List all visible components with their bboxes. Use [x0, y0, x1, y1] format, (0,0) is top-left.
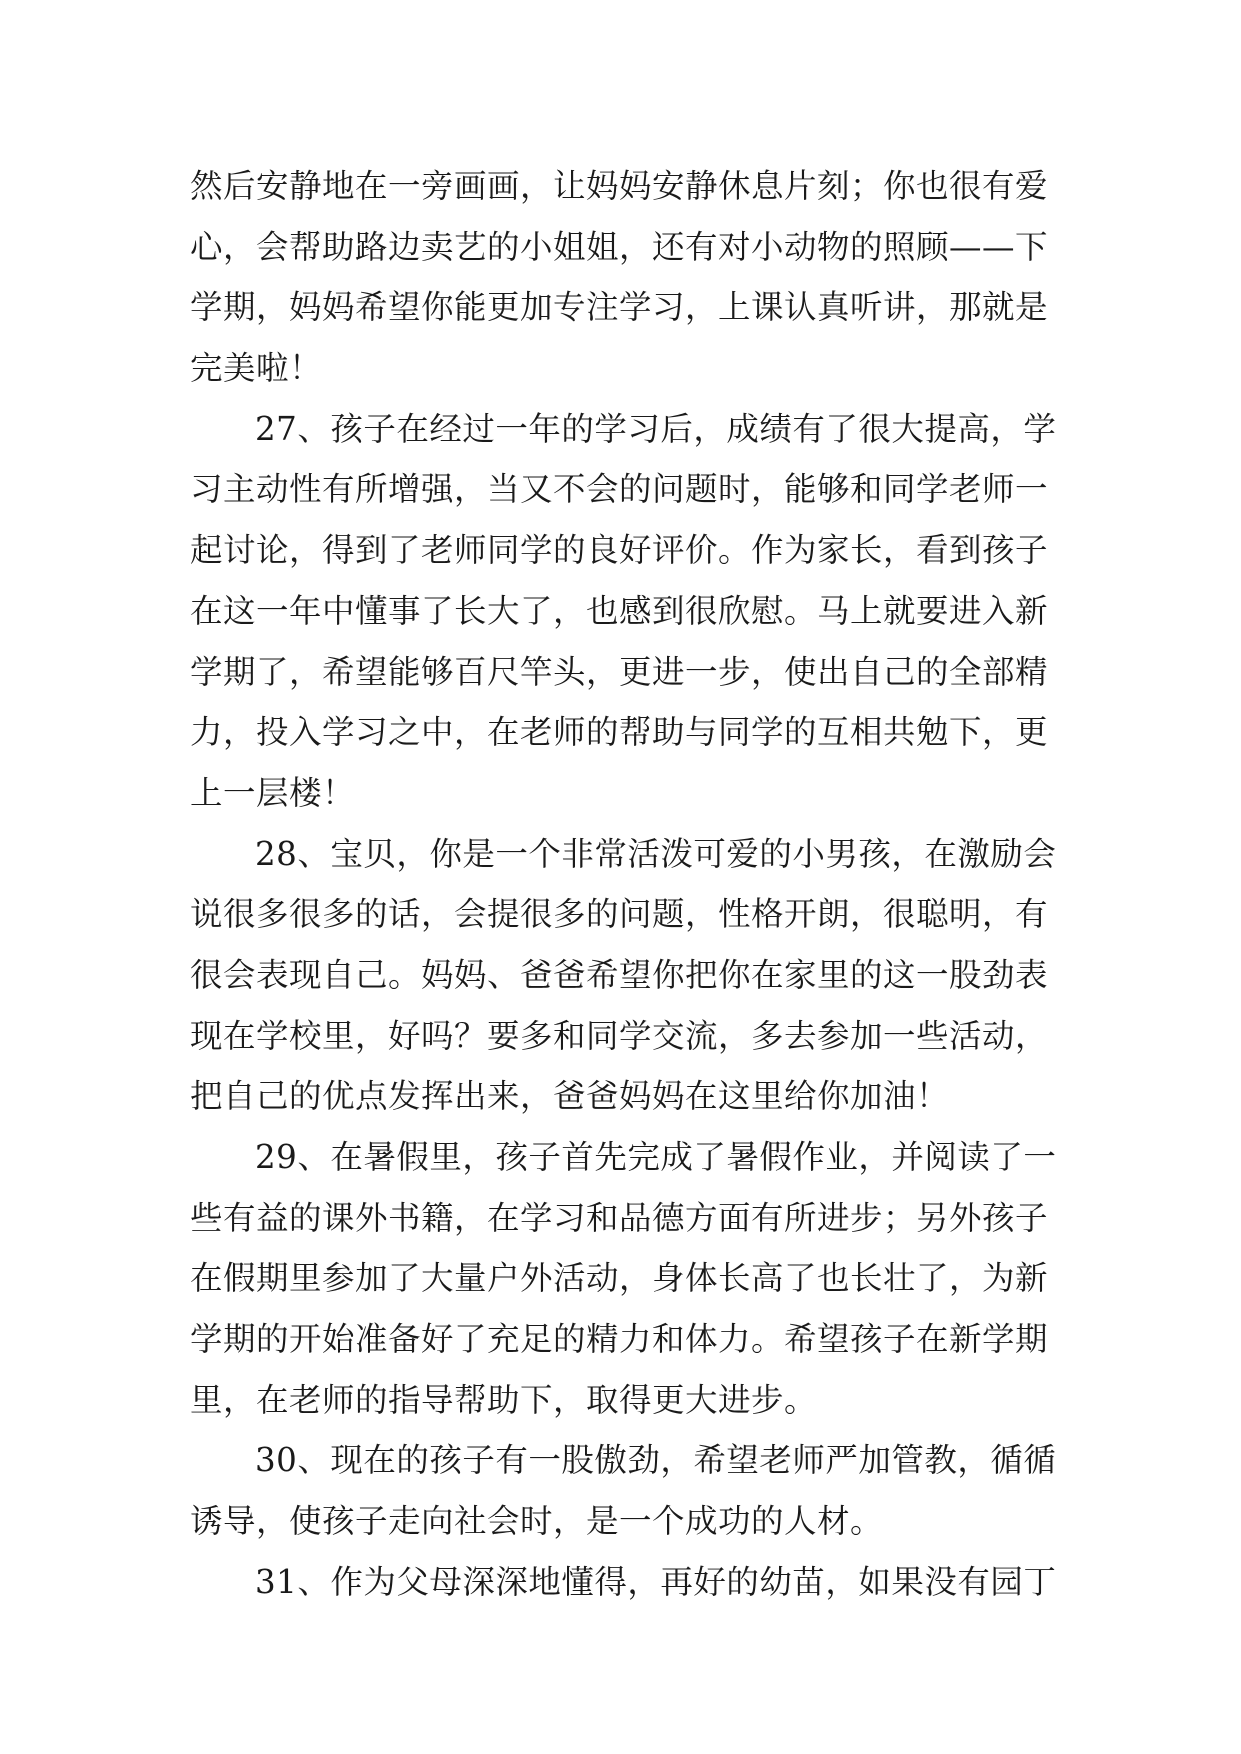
text-line: 力，投入学习之中，在老师的帮助与同学的互相共勉下，更	[190, 713, 1049, 752]
text-line: 起讨论，得到了老师同学的良好评价。作为家长，看到孩子	[190, 531, 1049, 570]
text-line: 28、宝贝，你是一个非常活泼可爱的小男孩，在激励会	[255, 834, 1057, 873]
text-line: 27、孩子在经过一年的学习后，成绩有了很大提高，学	[255, 409, 1057, 448]
text-line: 上一层楼！	[190, 773, 356, 812]
text-line: 些有益的课外书籍，在学习和品德方面有所进步；另外孩子	[190, 1198, 1049, 1237]
text-line: 说很多很多的话，会提很多的问题，性格开朗，很聪明，有	[190, 895, 1049, 934]
text-line: 学期的开始准备好了充足的精力和体力。希望孩子在新学期	[190, 1320, 1049, 1359]
text-line: 在假期里参加了大量户外活动，身体长高了也长壮了，为新	[190, 1259, 1049, 1298]
text-line: 诱导，使孩子走向社会时，是一个成功的人材。	[190, 1502, 884, 1541]
text-line: 很会表现自己。妈妈、爸爸希望你把你在家里的这一股劲表	[190, 955, 1049, 994]
document-body	[190, 156, 1070, 1613]
text-line: 学期了，希望能够百尺竿头，更进一步，使出自己的全部精	[190, 652, 1049, 691]
text-line: 里，在老师的指导帮助下，取得更大进步。	[190, 1380, 818, 1419]
text-line: 30、现在的孩子有一股傲劲，希望老师严加管教，循循	[255, 1441, 1057, 1480]
text-line: 31、作为父母深深地懂得，再好的幼苗，如果没有园丁	[255, 1562, 1057, 1601]
text-line: 现在学校里，好吗？要多和同学交流，多去参加一些活动，	[190, 1016, 1049, 1055]
text-line: 习主动性有所增强，当又不会的问题时，能够和同学老师一	[190, 470, 1049, 509]
text-line: 在这一年中懂事了长大了，也感到很欣慰。马上就要进入新	[190, 591, 1049, 630]
text-line: 学期，妈妈希望你能更加专注学习，上课认真听讲，那就是	[190, 288, 1049, 327]
text-line: 完美啦！	[190, 349, 323, 388]
text-line: 把自己的优点发挥出来，爸爸妈妈在这里给你加油！	[190, 1077, 950, 1116]
text-line: 29、在暑假里，孩子首先完成了暑假作业，并阅读了一	[255, 1138, 1057, 1176]
text-line: 心，会帮助路边卖艺的小姐姐，还有对小动物的照顾——下	[190, 227, 1049, 266]
text-line: 然后安静地在一旁画画，让妈妈安静休息片刻；你也很有爱	[190, 167, 1049, 205]
